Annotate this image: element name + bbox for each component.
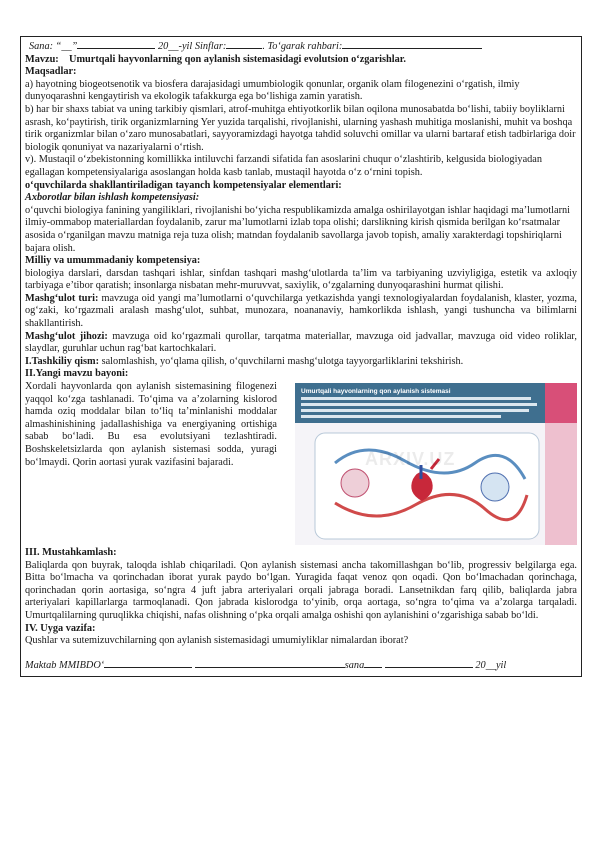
header-line: Sana: “__” 20__-yil Sinflar: . To‘garak rahbari: xyxy=(25,39,577,54)
new-topic-heading: II.Yangi mavzu bayoni: xyxy=(25,368,129,380)
homework xyxy=(25,623,577,636)
date-blank xyxy=(77,39,155,49)
lesson-equipment-label: Mashg‘ulot jihozi: xyxy=(25,330,108,342)
info-competency-heading: Axborotlar bilan ishlash kompetensiyasi: xyxy=(25,192,200,204)
cultural-competency-text: biologiya darslari, darsdan tashqari ishlar, sinfdan tashqari mashg‘ulotlarda ta’lim va tarbiyaning uzviyligiga, estetik va axloqiy tarbiyaga e’tibor qaratish; insonlarga nisbatan mehr-muruvvat, saxiylik, o‘zgalarning dunyoqarashini hurmat qilishi. xyxy=(25,267,577,292)
diagram-caption: Umurtqali hayvonlarning qon aylanish sistemasi xyxy=(301,388,451,396)
leader-blank xyxy=(342,39,482,49)
circulation-diagram-image xyxy=(295,383,577,545)
homework-label: IV. Uyga vazifa: xyxy=(25,622,96,634)
reinforcement-text: Baliqlarda qon buyrak, taloqda ishlab chiqariladi. Qon aylanish sistemasi ancha takomillashgan bo‘lib, progressiv belgilarga ega. Bitta bo‘lmacha va qorinchadan iborat yurak paydo bo‘lgan. Yuragida faqat venoz qon oqadi. Qon bo‘lmachadan qorinchaga, qorinchadan qorin aortasiga, so‘ngra 4 juft jabra arteriyalari orqali jabraga boradi. Lansetnikdan farq qilib, baliqlarda jabra arteriyalari kapillarlarga tarmoqlanadi. Qon jabrada kislorodga to‘yinib, orqa aortaga, so‘ngra to‘qima va a’zolarga tarqaladi. Umurtqalilarning quruqlikka chiqishi, nafas olishning o‘pka orqali amalga oshishi qon aylanishini o‘zgarishiga sabab bo‘ldi. xyxy=(25,559,577,621)
topic-line xyxy=(25,54,577,67)
footer-date-blank xyxy=(364,658,382,668)
organizational-text: salomlashish, yo‘qlama qilish, o‘quvchilarni mashg‘ulotga tayyorgarliklarini tekshirish. xyxy=(101,355,464,367)
new-topic-text: Xordali hayvonlarda qon aylanish sistemasining filogenezi yaqqol ko‘zga tashlanadi. To‘qima va a’zolarning kislorod hamda oziq moddalar bilan to‘liq ta’minlanishi moddalar almashinishining jadallashishiga va energiyaning ortishiga sabab bo‘ladi. Bu esa evolutsiyani tezlashtiradi. Boshskeletsizlarda qon aylanish sistemasi sodda, yuragi bo‘lmaydi. Qorin aortasi yurak vazifasini bajaradi. xyxy=(25,381,277,468)
lesson-equipment xyxy=(25,331,577,356)
school-label: Maktab MMIBDO‘ xyxy=(25,659,105,671)
date-label: Sana: “__” xyxy=(29,41,78,52)
homework-text: Qushlar va sutemizuvchilarning qon aylanish sistemasidagi umumiyliklar nimalardan iborat? xyxy=(25,635,409,647)
topic-label: Mavzu: xyxy=(25,53,59,65)
lesson-equipment-text: mavzuga oid ko‘rgazmali qurollar, tarqatma materiallar, mavzuga oid jadvallar, mavzuga oid video roliklar, slaydlar, guruhlar uchun rag‘bat kartochkalari. xyxy=(25,330,577,355)
lesson-type-label: Mashg‘ulot turi: xyxy=(25,292,99,304)
goal-v: v). Mustaqil o‘zbekistonning komillikka intiluvchi farzandi sifatida fan asoslarini chuqur o‘zlashtirib, kelgusida biologiyadan egallagan kompetensiyalariga asoslangan holda kasb tanlab, mustaqil hayotda o‘z o‘rnini topish. xyxy=(25,154,543,178)
footer-line xyxy=(25,658,577,673)
classes-blank xyxy=(226,39,262,49)
school-blank xyxy=(104,658,192,668)
lesson-type xyxy=(25,293,577,331)
classes-label: Sinflar: xyxy=(194,41,227,52)
lesson-plan-page xyxy=(20,36,582,677)
cultural-competency-heading: Milliy va umummadaniy kompetensiya: xyxy=(25,255,201,267)
circulation-diagram-svg xyxy=(295,383,577,545)
goal-b: b) har bir shaxs tabiat va uning tarkibiy qismlari, atrof-muhitga ehtiyotkorlik bilan oqilona munosabatda bo‘lishi, tabiiy boyliklarni asrash, ko‘paytirish, tirik organizmlarning Yer yuzida tarqalishi, rivojlanishi, ularning yashash muhitiga moslanishi, muhit va boshqa tirik organizmlar bilan o‘zaro munosabatlari, sayyoramizdagi hayotga tahdid soluvchi omillar va ularni bartaraf etish tadbirlariga doir biologik qonuniyat va nazariyalarni o‘rtish. xyxy=(25,103,576,153)
goal-a: a) hayotning biogeotsenotik va biosfera darajasidagi umumbiologik qonunlar, organik olam filogenezini o‘rgatish, ilmiy dunyoqarashni kengaytirish va ekologik tafakkurga ega bo‘lishiga zamin yaratish. xyxy=(25,78,520,103)
reinforcement-heading: III. Mustahkamlash: xyxy=(25,547,117,559)
goals-heading: Maqsadlar: xyxy=(25,66,77,78)
organizational-label: I.Tashkiliy qism: xyxy=(25,355,100,367)
footer-date-label: sana xyxy=(344,659,365,671)
competencies-heading: o‘quvchilarda shakllantiriladigan tayanch kompetensiyalar elementlari: xyxy=(25,179,342,191)
footer-date-blank-2 xyxy=(385,658,473,668)
leader-label: To‘garak rahbari: xyxy=(267,41,343,52)
organizational-part xyxy=(25,356,577,369)
footer-year-label: 20__yil xyxy=(475,659,507,671)
lesson-type-text: mavzuga oid yangi ma’lumotlarni o‘quvchilarga yetkazishda yangi texnologiyalardan foydalanish, klaster, yozma, og‘zaki, ko‘rgazmali aralash mashg‘ulot, suhbat, munozara, noananaviy, hamkorlikda ishlash, yangi tushuncha va bilimlarni shakllantirish. xyxy=(25,292,578,330)
year-label: 20__-yil xyxy=(157,41,193,52)
info-competency-text: o‘quvchi biologiya fanining yangiliklari, rivojlanishi bo‘yicha respublikamizda amalga oshirilayotgan ishlar haqidagi ma’lumotlarni ilmiy-ommabop materiallardan foydalanib, zarur ma’lumotlarni izlab topa olishi; darslikning kirish qismida berilgan ko‘rsatmalar asosida o‘rganilgan mavzu matniga reja tuza olish; matndan foydalanib savollarga javob topish, amaliy xarakterdagi topshiriqlarni bajara olish. xyxy=(25,204,571,254)
topic-title: Umurtqali hayvonlarning qon aylanish sistemasidagi evolutsion o‘zgarishlar. xyxy=(69,53,406,65)
signature-blank xyxy=(195,658,345,668)
